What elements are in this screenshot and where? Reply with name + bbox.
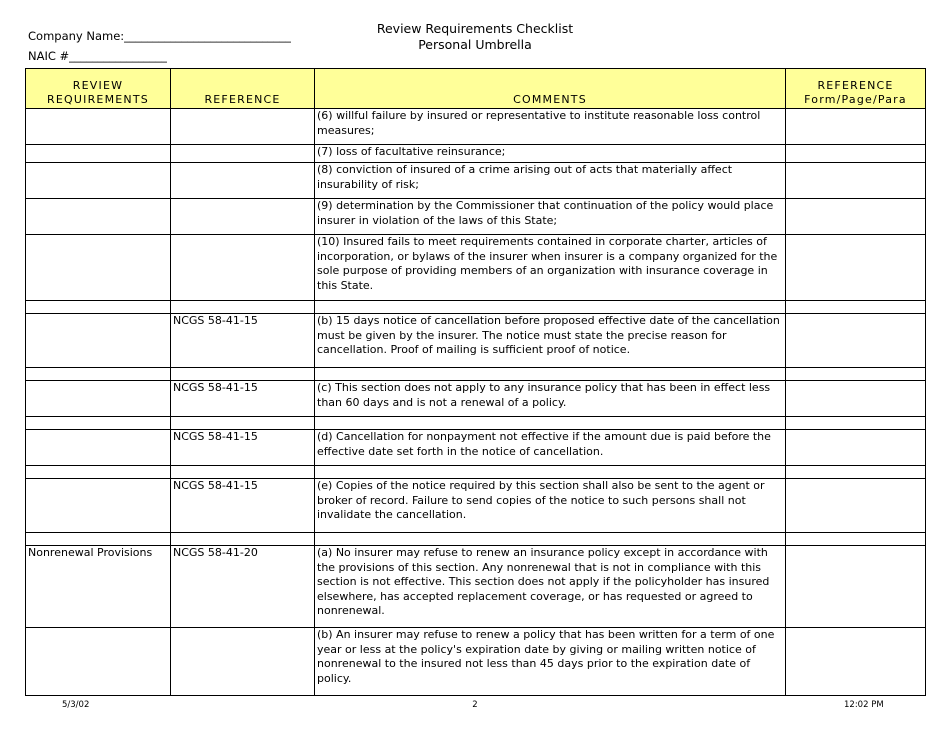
review-cell [26, 235, 171, 301]
reference-cell [171, 199, 315, 235]
review-cell [26, 628, 171, 696]
reference-cell: NCGS 58-41-15 [171, 479, 315, 533]
document-subtitle: Personal Umbrella [418, 37, 532, 52]
ref-form-cell [786, 199, 926, 235]
review-cell: Nonrenewal Provisions [26, 546, 171, 628]
review-cell [26, 466, 171, 479]
comments-cell: (8) conviction of insured of a crime arising out of acts that materially affect insurability of risk; [315, 163, 786, 199]
footer-page-number: 2 [472, 700, 478, 710]
column-header-ref-form-line2: Form/Page/Para [804, 93, 907, 106]
table-row-spacer [26, 466, 926, 479]
column-header-review-line1: REVIEW [72, 79, 124, 92]
review-cell [26, 163, 171, 199]
comments-cell: (10) Insured fails to meet requirements contained in corporate charter, articles of incorporation, or bylaws of the insurer when insurer is a company organized for the sole purpose of providing members of an organization with insurance coverage in this State. [315, 235, 786, 301]
ref-form-cell [786, 235, 926, 301]
comments-cell: (7) loss of facultative reinsurance; [315, 145, 786, 163]
column-header-review-line2: REQUIREMENTS [47, 93, 149, 106]
table-row-spacer [26, 368, 926, 381]
table-row-spacer [26, 533, 926, 546]
ref-form-cell [786, 466, 926, 479]
company-name-label: Company Name:_____________________________ [28, 29, 291, 43]
review-cell [26, 417, 171, 430]
review-cell [26, 430, 171, 466]
reference-cell [171, 163, 315, 199]
ref-form-cell [786, 546, 926, 628]
comments-cell [315, 417, 786, 430]
column-header-review-requirements [26, 69, 171, 109]
reference-cell [171, 145, 315, 163]
comments-cell: (a) No insurer may refuse to renew an insurance policy except in accordance with the provisions of this section. Any nonrenewal that is not in compliance with this section is not effective. This section does not apply if the policyholder has insured elsewhere, has accepted replacement coverage, or has requested or agreed to nonrenewal. [315, 546, 786, 628]
table-row [26, 430, 926, 466]
column-header-comments [315, 69, 786, 109]
table-row [26, 546, 926, 628]
reference-cell [171, 417, 315, 430]
reference-cell [171, 628, 315, 696]
review-cell [26, 381, 171, 417]
ref-form-cell [786, 368, 926, 381]
review-cell [26, 479, 171, 533]
table-row [26, 109, 926, 145]
table-row [26, 163, 926, 199]
ref-form-cell [786, 145, 926, 163]
ref-form-cell [786, 301, 926, 314]
table-row-spacer [26, 301, 926, 314]
ref-form-cell [786, 628, 926, 696]
table-header-row [26, 69, 926, 109]
ref-form-cell [786, 417, 926, 430]
review-cell [26, 301, 171, 314]
table-row [26, 628, 926, 696]
naic-label: NAIC #_________________ [28, 49, 167, 63]
reference-cell [171, 235, 315, 301]
reference-cell [171, 368, 315, 381]
ref-form-cell [786, 163, 926, 199]
reference-cell [171, 301, 315, 314]
table-row [26, 314, 926, 368]
review-cell [26, 368, 171, 381]
table-row [26, 235, 926, 301]
requirements-table [25, 68, 926, 696]
ref-form-cell [786, 479, 926, 533]
table-row [26, 479, 926, 533]
ref-form-cell [786, 381, 926, 417]
reference-cell [171, 109, 315, 145]
review-cell [26, 145, 171, 163]
table-row [26, 381, 926, 417]
ref-form-cell [786, 533, 926, 546]
footer-date: 5/3/02 [62, 700, 90, 710]
column-header-reference-label: REFERENCE [204, 93, 281, 106]
column-header-ref-form-line1: REFERENCE [817, 79, 894, 92]
comments-cell [315, 466, 786, 479]
comments-cell [315, 368, 786, 381]
comments-cell: (b) An insurer may refuse to renew a policy that has been written for a term of one year or less at the policy's expiration date by giving or mailing written notice of nonrenewal to the insured not less than 45 days prior to the expiration date of policy. [315, 628, 786, 696]
comments-cell [315, 301, 786, 314]
comments-cell: (d) Cancellation for nonpayment not effective if the amount due is paid before the effective date set forth in the notice of cancellation. [315, 430, 786, 466]
review-cell [26, 314, 171, 368]
reference-cell [171, 466, 315, 479]
column-header-reference [171, 69, 315, 109]
review-cell [26, 199, 171, 235]
table-row [26, 199, 926, 235]
comments-cell: (b) 15 days notice of cancellation before proposed effective date of the cancellation must be given by the insurer. The notice must state the precise reason for cancellation. Proof of mailing is sufficient proof of notice. [315, 314, 786, 368]
table-row [26, 145, 926, 163]
table-row-spacer [26, 417, 926, 430]
ref-form-cell [786, 430, 926, 466]
reference-cell: NCGS 58-41-15 [171, 314, 315, 368]
ref-form-cell [786, 109, 926, 145]
reference-cell: NCGS 58-41-15 [171, 381, 315, 417]
comments-cell: (c) This section does not apply to any insurance policy that has been in effect less than 60 days and is not a renewal of a policy. [315, 381, 786, 417]
column-header-reference-form [786, 69, 926, 109]
reference-cell: NCGS 58-41-20 [171, 546, 315, 628]
comments-cell: (e) Copies of the notice required by this section shall also be sent to the agent or broker of record. Failure to send copies of the notice to such persons shall not invalidate the cancellation. [315, 479, 786, 533]
reference-cell [171, 533, 315, 546]
column-header-comments-label: COMMENTS [513, 93, 587, 106]
footer-time: 12:02 PM [844, 700, 884, 710]
comments-cell: (6) willful failure by insured or representative to institute reasonable loss control measures; [315, 109, 786, 145]
document-title: Review Requirements Checklist [376, 21, 574, 36]
comments-cell: (9) determination by the Commissioner that continuation of the policy would place insurer in violation of the laws of this State; [315, 199, 786, 235]
reference-cell: NCGS 58-41-15 [171, 430, 315, 466]
review-cell [26, 109, 171, 145]
review-cell [26, 533, 171, 546]
ref-form-cell [786, 314, 926, 368]
comments-cell [315, 533, 786, 546]
